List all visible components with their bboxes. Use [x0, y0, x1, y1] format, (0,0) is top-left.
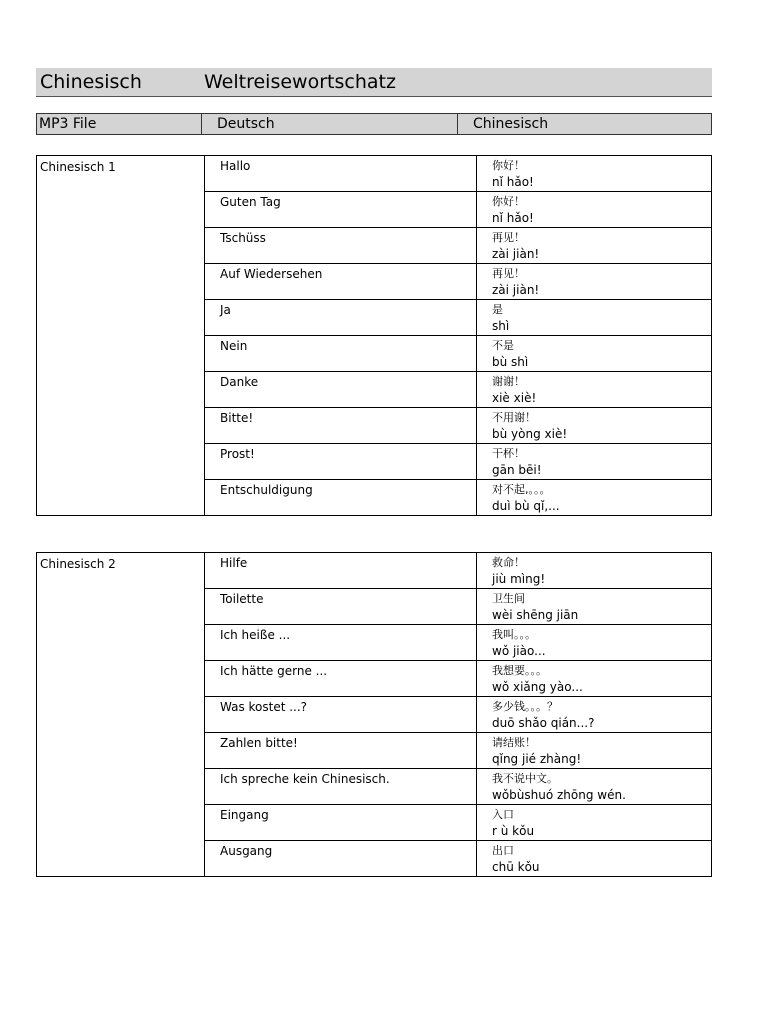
- german-phrase: Zahlen bitte!: [205, 733, 477, 769]
- chinese-characters: 你好！: [492, 159, 525, 172]
- chinese-characters: 再见！: [492, 267, 525, 280]
- german-phrase: Ich heiße ...: [205, 625, 477, 661]
- vocab-row: [37, 156, 712, 192]
- pinyin-text: shì: [492, 319, 510, 333]
- chinese-phrase: [477, 408, 712, 444]
- mp3-file-name: Chinesisch 2: [37, 553, 205, 877]
- chinese-phrase: [477, 192, 712, 228]
- chinese-characters: 我不说中文。: [492, 772, 558, 785]
- german-phrase: Ja: [205, 300, 477, 336]
- pinyin-text: nǐ hǎo!: [492, 175, 534, 189]
- pinyin-text: wèi shēng jiān: [492, 608, 579, 622]
- german-phrase: Ich hätte gerne ...: [205, 661, 477, 697]
- chinese-characters: 是: [492, 303, 503, 316]
- pinyin-text: duō shǎo qián...?: [492, 716, 595, 730]
- title-topic: Weltreisewortschatz: [204, 71, 396, 93]
- chinese-phrase: [477, 336, 712, 372]
- chinese-phrase: [477, 589, 712, 625]
- pinyin-text: r ù kǒu: [492, 824, 535, 838]
- chinese-characters: 请结账！: [492, 736, 536, 749]
- pinyin-text: bù shì: [492, 355, 529, 369]
- chinese-phrase: [477, 444, 712, 480]
- mp3-file-name: Chinesisch 1: [37, 156, 205, 516]
- pinyin-text: wǒ xiǎng yào...: [492, 680, 583, 694]
- chinese-phrase: [477, 156, 712, 192]
- german-phrase: Guten Tag: [205, 192, 477, 228]
- pinyin-text: xiè xiè!: [492, 391, 537, 405]
- german-phrase: Tschüss: [205, 228, 477, 264]
- pinyin-text: qǐng jié zhàng!: [492, 752, 582, 766]
- german-phrase: Ausgang: [205, 841, 477, 877]
- german-phrase: Bitte!: [205, 408, 477, 444]
- german-phrase: Ich spreche kein Chinesisch.: [205, 769, 477, 805]
- pinyin-text: zài jiàn!: [492, 283, 540, 297]
- vocab-table-chinesisch-1: [36, 155, 712, 516]
- pinyin-text: zài jiàn!: [492, 247, 540, 261]
- column-header-bar: [36, 113, 712, 135]
- chinese-phrase: [477, 805, 712, 841]
- german-phrase: Auf Wiedersehen: [205, 264, 477, 300]
- chinese-phrase: [477, 733, 712, 769]
- chinese-characters: 再见！: [492, 231, 525, 244]
- chinese-phrase: [477, 625, 712, 661]
- title-language: Chinesisch: [40, 71, 142, 93]
- document-title-bar: [36, 68, 712, 97]
- chinese-characters: 对不起,。。。: [492, 483, 551, 496]
- vocab-table-chinesisch-2: [36, 552, 712, 877]
- chinese-characters: 卫生间: [492, 592, 525, 605]
- chinese-characters: 干杯！: [492, 447, 525, 460]
- pinyin-text: bù yòng xiè!: [492, 427, 568, 441]
- chinese-phrase: [477, 553, 712, 589]
- german-phrase: Eingang: [205, 805, 477, 841]
- german-phrase: Hilfe: [205, 553, 477, 589]
- chinese-phrase: [477, 264, 712, 300]
- pinyin-text: wǒ jiào...: [492, 644, 546, 658]
- chinese-characters: 我叫。。。: [492, 628, 536, 641]
- pinyin-text: nǐ hǎo!: [492, 211, 534, 225]
- chinese-phrase: [477, 228, 712, 264]
- chinese-characters: 谢谢！: [492, 375, 525, 388]
- vocab-row: [37, 553, 712, 589]
- german-phrase: Danke: [205, 372, 477, 408]
- header-chinesisch: Chinesisch: [473, 116, 549, 132]
- pinyin-text: chū kǒu: [492, 860, 540, 874]
- german-phrase: Hallo: [205, 156, 477, 192]
- chinese-characters: 不是: [492, 339, 514, 352]
- header-divider: [201, 114, 202, 134]
- german-phrase: Entschuldigung: [205, 480, 477, 516]
- german-phrase: Was kostet ...?: [205, 697, 477, 733]
- chinese-phrase: [477, 661, 712, 697]
- pinyin-text: duì bù qǐ,...: [492, 499, 560, 513]
- german-phrase: Toilette: [205, 589, 477, 625]
- german-phrase: Prost!: [205, 444, 477, 480]
- german-phrase: Nein: [205, 336, 477, 372]
- chinese-phrase: [477, 841, 712, 877]
- header-deutsch: Deutsch: [217, 116, 275, 132]
- chinese-characters: 入口: [492, 808, 514, 821]
- chinese-phrase: [477, 697, 712, 733]
- header-divider: [457, 114, 458, 134]
- header-mp3-file: MP3 File: [39, 116, 97, 132]
- chinese-characters: 我想要。。。: [492, 664, 547, 677]
- chinese-phrase: [477, 372, 712, 408]
- chinese-characters: 出口: [492, 844, 514, 857]
- chinese-characters: 多少钱。。。？: [492, 700, 558, 713]
- chinese-characters: 不用谢！: [492, 411, 536, 424]
- pinyin-text: gān bēi!: [492, 463, 542, 477]
- chinese-characters: 救命！: [492, 556, 525, 569]
- pinyin-text: wǒbùshuó zhōng wén.: [492, 788, 626, 802]
- pinyin-text: jiù mìng!: [492, 572, 546, 586]
- chinese-phrase: [477, 480, 712, 516]
- chinese-characters: 你好！: [492, 195, 525, 208]
- chinese-phrase: [477, 300, 712, 336]
- chinese-phrase: [477, 769, 712, 805]
